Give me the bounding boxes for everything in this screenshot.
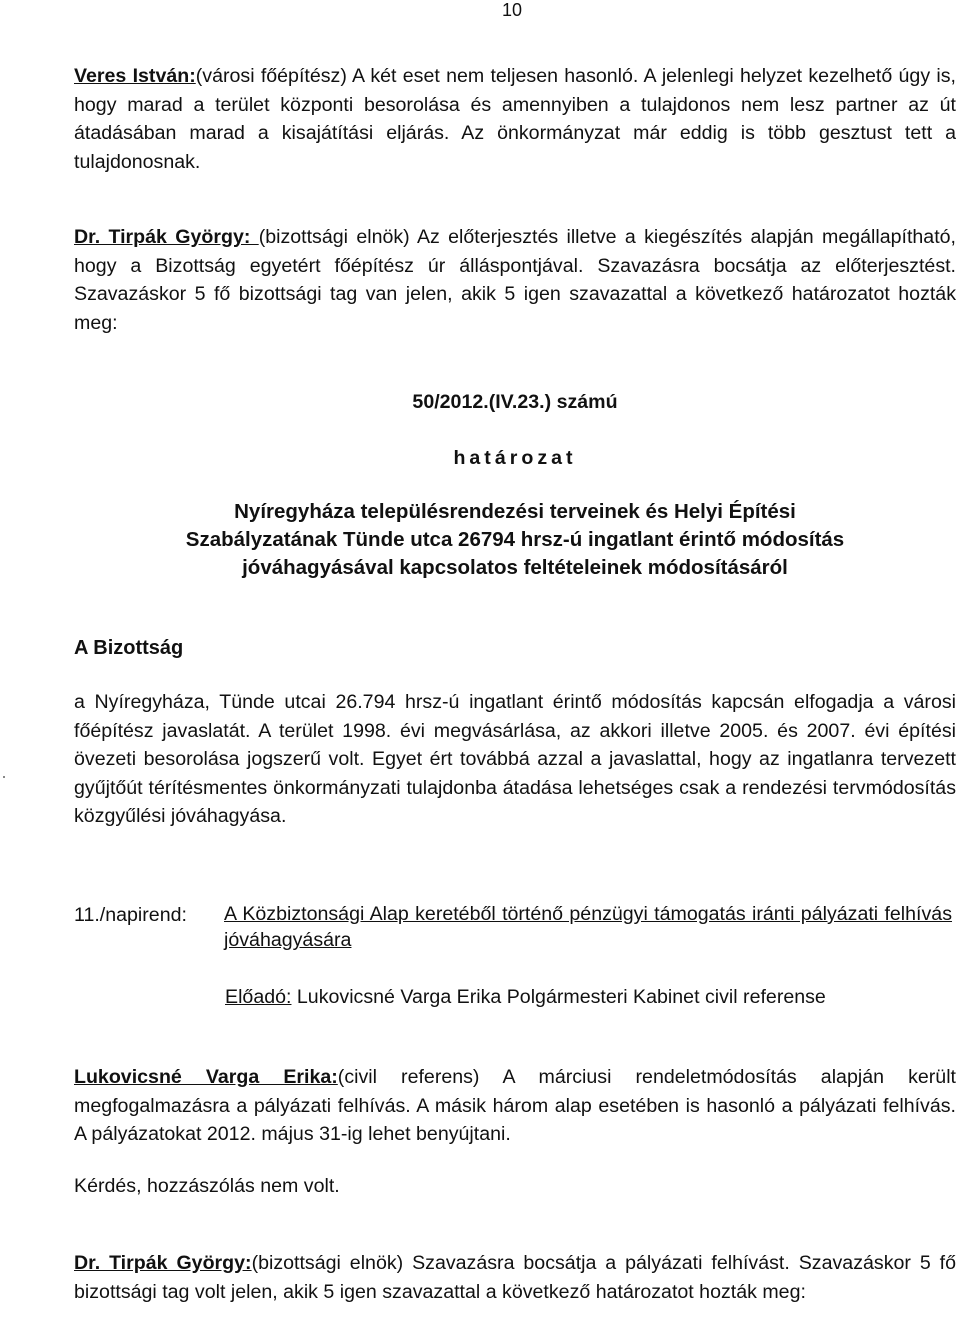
resolution-title-line: Nyíregyháza településrendezési terveinek és Helyi Építési [234,500,796,523]
resolution-title [74,498,956,582]
page-number: 10 [501,0,523,20]
resolution-number: 50/2012.(IV.23.) számú [412,391,618,413]
presenter-text: Lukovicsné Varga Erika Polgármesteri Kabinet civil referense [291,986,826,1008]
paragraph-lukovicsne [74,1063,956,1149]
committee-heading: A Bizottság [74,637,184,659]
paragraph-text: (bizottsági elnök) Szavazásra bocsátja a pályázati felhívást. Szavazáskor 5 fő bizottsági tag volt jelen, akik 5 igen szavazattal a következő határozatot hozták meg: [74,1252,957,1303]
speaker-name: Veres István: [74,65,196,87]
decision-text: a Nyíregyháza, Tünde utcai 26.794 hrsz-ú ingatlant érintő módosítás kapcsán elfogadja a városi főépítész javaslatát. A terület 1998. évi megvásárlása, az akkori illetve 2005. és 2007. évi építési övezeti besorolása jogszerű volt. Egyet ért továbbá azzal a javaslattal, hogy az ingatlanra tervezett gyűjtőút térítésmentes önkormányzati tulajdonba átadása lehetséges csak a rendezési tervmódosítás közgyűlési jóváhagyása. [74,691,956,827]
agenda-title: A Közbiztonsági Alap keretéből történő pénzügyi támogatás iránti pályázati felhívás jóváhagyására [224,903,952,951]
paragraph-text: (bizottsági elnök) Az előterjesztés illetve a kiegészítés alapján megállapítható, hogy a Bizottság egyetért főépítész úr álláspontjával. Szavazásra bocsátja az előterjesztést. Szavazáskor 5 fő bizottsági tag van jelen, akik 5 igen szavazattal a következő határozatot hozták meg: [74,226,956,334]
presenter-label: Előadó: [225,986,292,1008]
agenda-item [74,901,956,953]
paragraph-tirpak-gyorgy [74,223,956,337]
margin-dot [3,776,5,778]
paragraph-text: (városi főépítész) A két eset nem teljesen hasonló. A jelenlegi helyzet kezelhető úgy is, hogy marad a terület központi besorolása és amennyiben a tulajdonos nem lesz partner az út átadásában marad a kisajátítási eljárás. Az önkormányzat már eddig is több gesztust tett a tulajdonosnak. [74,65,957,173]
resolution-title-line: jóváhagyásával kapcsolatos feltételeinek módosításáról [242,556,788,579]
speaker-name: Dr. Tirpák György: [74,1252,252,1274]
paragraph-tirpak-gyorgy-2 [74,1249,956,1306]
speaker-name: Lukovicsné Varga Erika: [74,1066,338,1088]
paragraph-text: (civil referens) A márciusi rendeletmódosítás alapján került megfogalmazásra a pályázati felhívás. A másik három alap esetében is hasonló a pályázati felhívás. A pályázatokat 2012. május 31-ig lehet benyújtani. [74,1066,956,1145]
paragraph-veres-istvan [74,62,956,176]
no-questions-text: Kérdés, hozzászólás nem volt. [74,1175,340,1197]
speaker-name: Dr. Tirpák György: [74,226,259,248]
resolution-word: határozat [453,447,577,469]
agenda-label: 11./napirend: [74,904,187,926]
presenter-line [225,983,955,1012]
resolution-title-line: Szabályzatának Tünde utca 26794 hrsz-ú ingatlant érintő módosítás [185,528,845,551]
